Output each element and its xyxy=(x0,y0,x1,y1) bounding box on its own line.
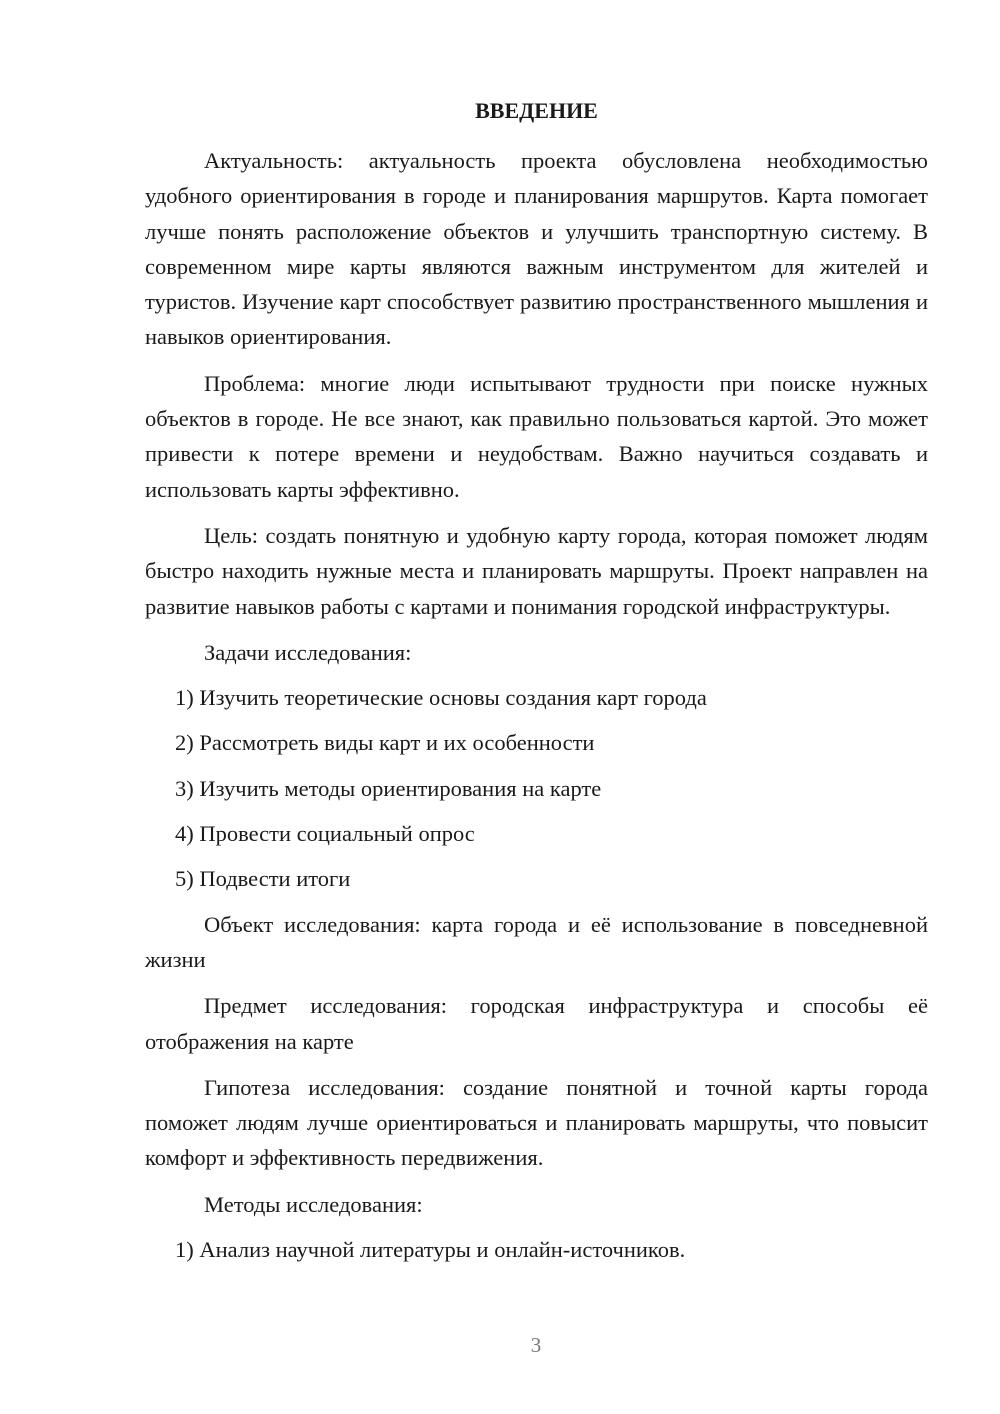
list-item: 1) Изучить теоретические основы создания карт города xyxy=(175,685,707,711)
page-title: ВВЕДЕНИЕ xyxy=(475,98,598,123)
paragraph-relevance: Актуальность: актуальность проекта обусловлена необходимостью удобного ориентирования в городе и планирования маршрутов. Карта помогает лучше понять расположение объектов и улучшить транспортную систему. В современном мире карты являются важным инструментом для жителей и туристов. Изучение карт способствует развитию пространственного мышления и навыков ориентирования. xyxy=(145,148,928,350)
paragraph-hypothesis: Гипотеза исследования: создание понятной и точной карты города поможет людям лучше ориентироваться и планировать маршруты, что повысит комфорт и эффективность передвижения. xyxy=(145,1074,928,1171)
list-item: 1) Анализ научной литературы и онлайн-источников. xyxy=(175,1237,686,1263)
paragraph-goal: Цель: создать понятную и удобную карту города, которая поможет людям быстро находить нужные места и планировать маршруты. Проект направлен на развитие навыков работы с картами и понимания городской инфраструктуры. xyxy=(145,522,928,619)
list-item: 4) Провести социальный опрос xyxy=(175,821,475,847)
tasks-list xyxy=(145,680,928,896)
document-body xyxy=(145,143,928,1277)
paragraph-problem: Проблема: многие люди испытывают трудности при поиске нужных объектов в городе. Не все знают, как правильно пользоваться картой. Это может привести к потере времени и неудобствам. Важно научиться создавать и использовать карты эффективно. xyxy=(145,370,928,502)
page-number: 3 xyxy=(530,1333,542,1357)
list-item: 2) Рассмотреть виды карт и их особенности xyxy=(175,730,595,756)
paragraph-subject: Предмет исследования: городская инфраструктура и способы её отображения на карте xyxy=(145,993,928,1054)
methods-list xyxy=(145,1232,928,1267)
tasks-heading: Задачи исследования: xyxy=(204,639,412,665)
list-item: 3) Изучить методы ориентирования на карте xyxy=(175,775,602,801)
paragraph-object: Объект исследования: карта города и её использование в повседневной жизни xyxy=(145,911,928,972)
methods-heading: Методы исследования: xyxy=(204,1191,423,1217)
list-item: 5) Подвести итоги xyxy=(175,866,351,892)
